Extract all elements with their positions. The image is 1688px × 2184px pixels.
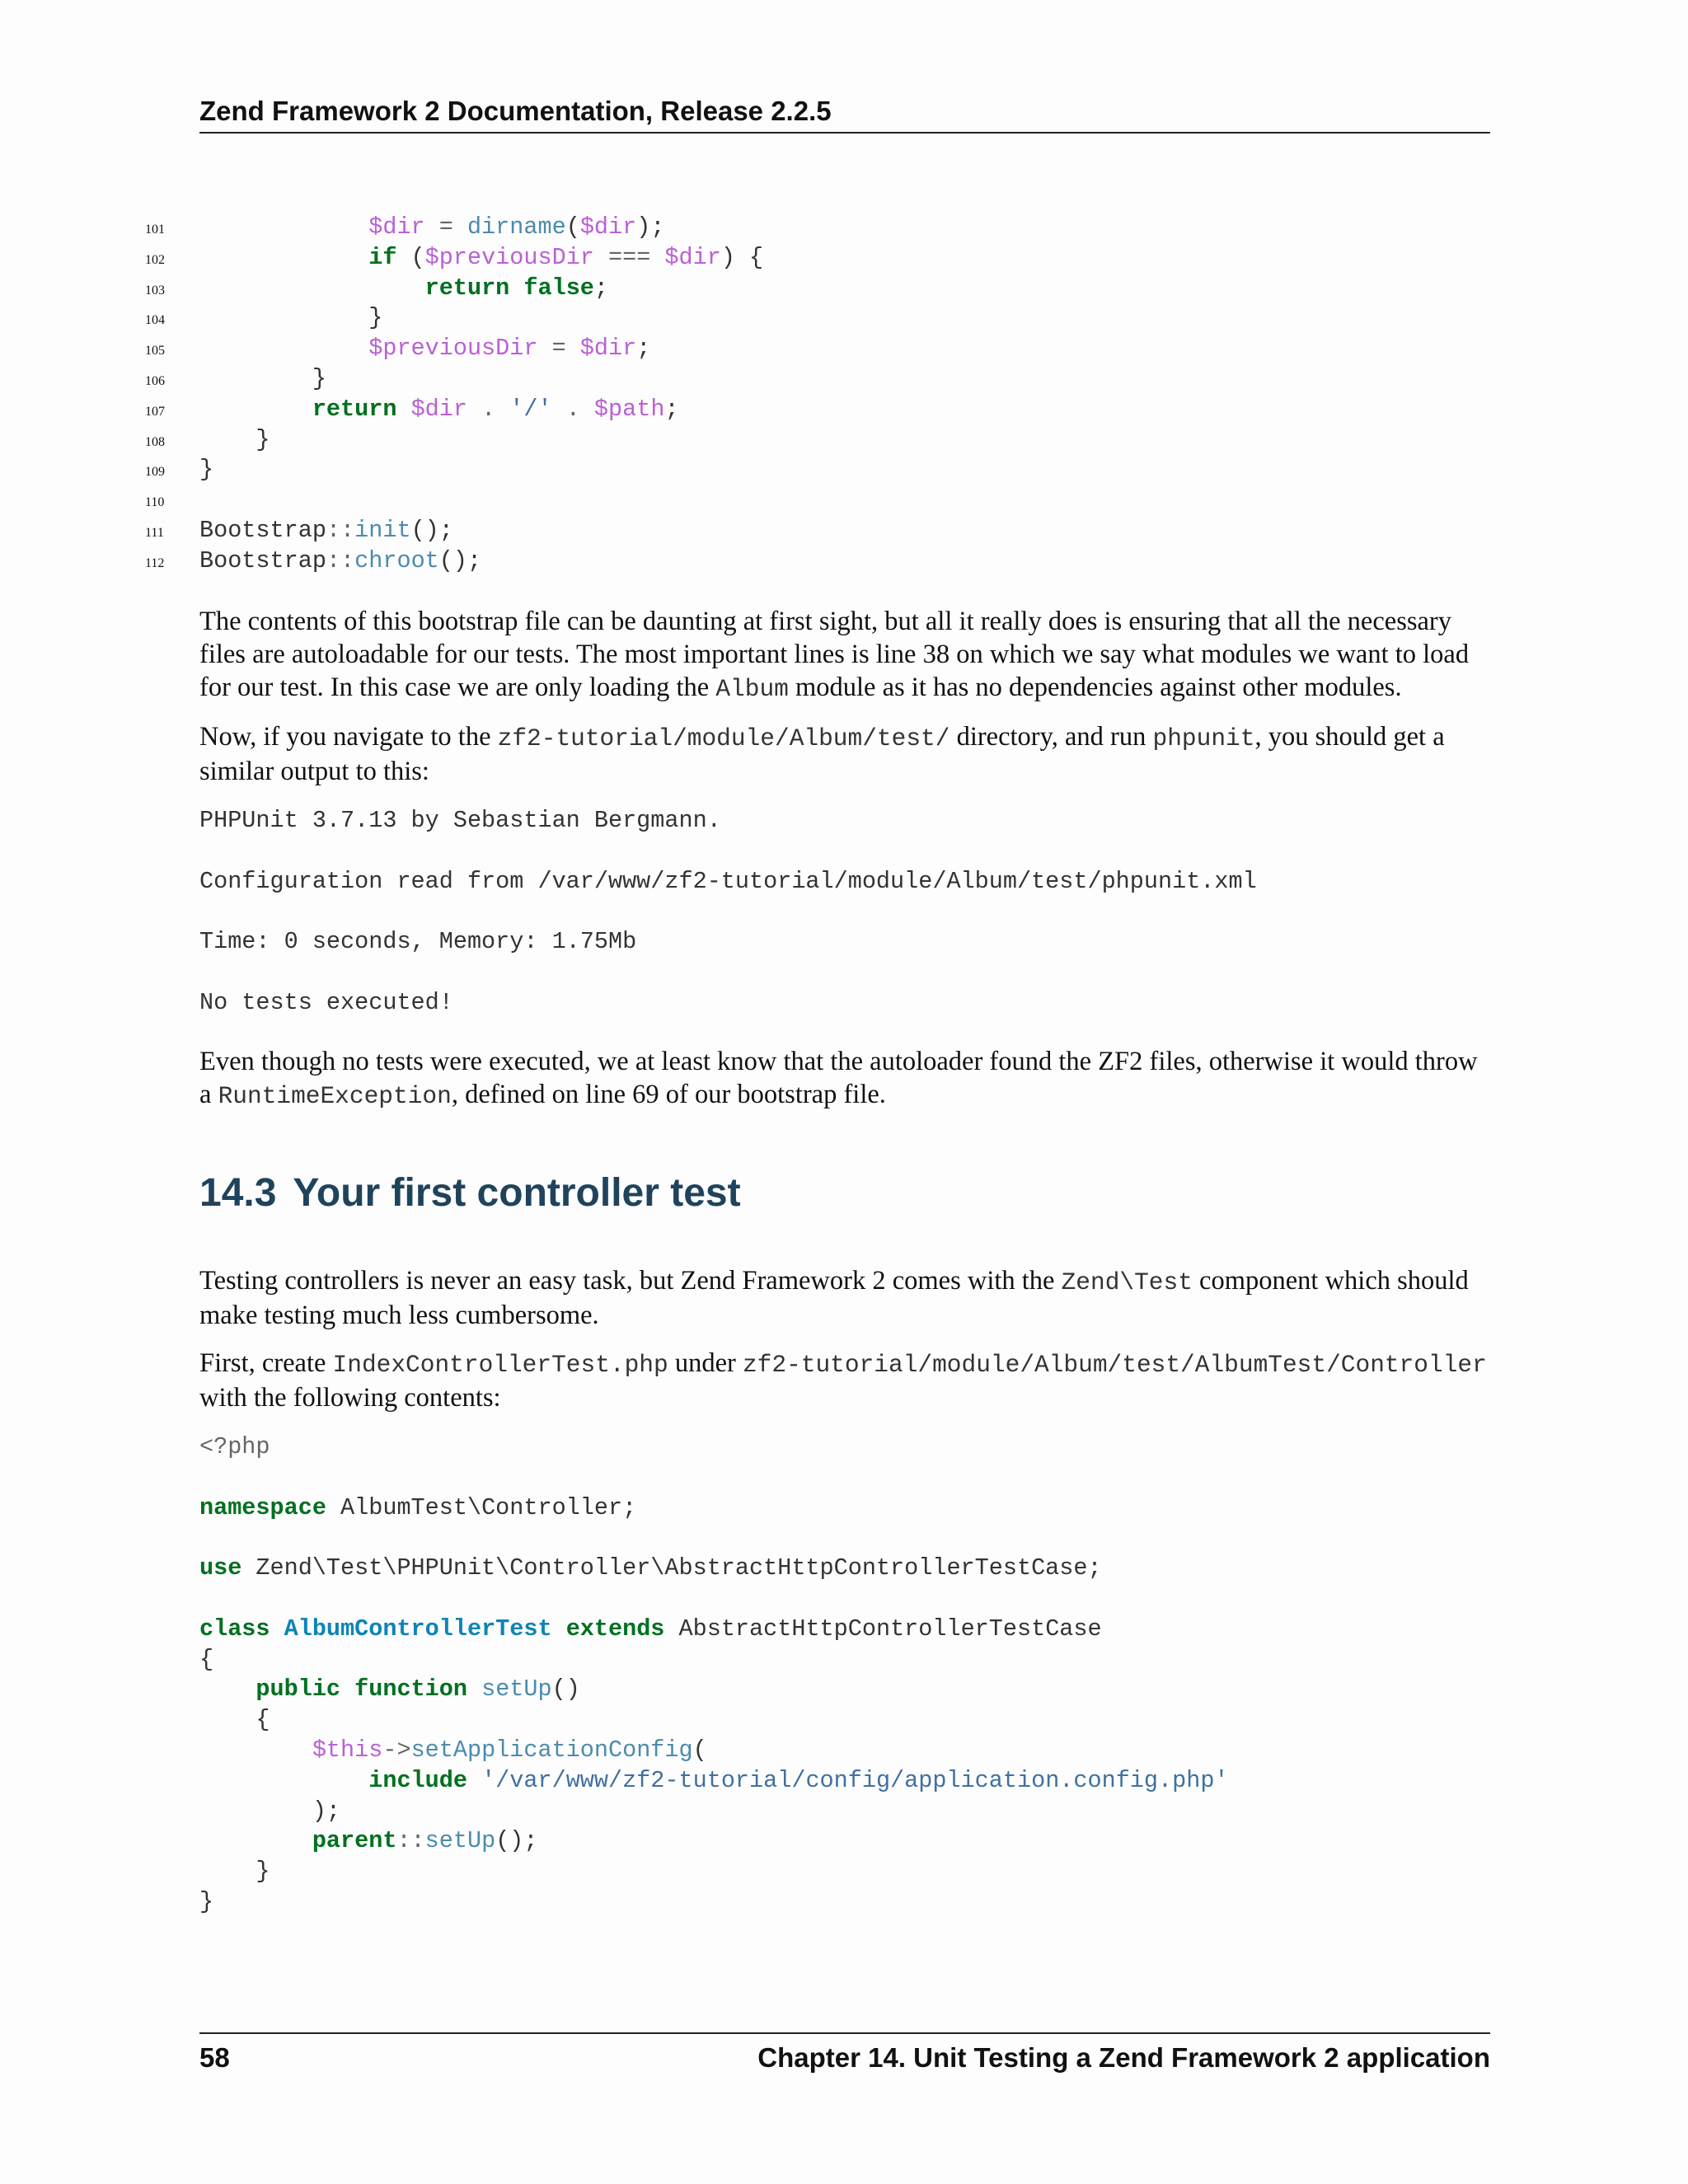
code-token: $dir bbox=[579, 213, 637, 241]
code-token: $this bbox=[312, 1736, 383, 1764]
code-line bbox=[0, 425, 1688, 456]
code-token: ( bbox=[692, 1736, 707, 1764]
inline-code: RuntimeException bbox=[218, 1082, 452, 1110]
chapter-title: Chapter 14. Unit Testing a Zend Framework 2 application bbox=[757, 2042, 1490, 2073]
code-token: namespace bbox=[199, 1493, 326, 1521]
text: under bbox=[668, 1348, 743, 1378]
code-line bbox=[199, 1493, 636, 1524]
code-token: <?php bbox=[199, 1433, 270, 1460]
code-line bbox=[0, 516, 1688, 546]
code-token: (); bbox=[495, 1827, 538, 1855]
code-listing bbox=[0, 213, 1688, 577]
page-number: 58 bbox=[199, 2042, 230, 2073]
text: The contents of this bootstrap file can be daunting at first sight, but all it really does is ensuring that all the necessary files are autoloadable for our tests. The most important lines is line 38 on which we say what modules we want to load for our test. In this case we are only loading the bbox=[199, 607, 1470, 702]
code-token bbox=[340, 1675, 354, 1703]
code-token bbox=[199, 396, 312, 423]
code-token: parent bbox=[312, 1827, 397, 1855]
code-line bbox=[199, 1645, 213, 1675]
code-token bbox=[199, 1767, 368, 1794]
code-token: setApplicationConfig bbox=[410, 1736, 693, 1764]
code-token: :: bbox=[396, 1827, 425, 1855]
code-token: use bbox=[199, 1554, 242, 1582]
text: Testing controllers is never an easy task, but Zend Framework 2 comes with the bbox=[199, 1266, 1062, 1296]
inline-code: zf2-tutorial/module/Album/test/ bbox=[497, 724, 950, 752]
line-number: 105 bbox=[145, 344, 165, 359]
output-line: No tests executed! bbox=[199, 988, 453, 1016]
code-token: AbstractHttpControllerTestCase bbox=[664, 1615, 1102, 1643]
code-token bbox=[199, 365, 312, 392]
code-line bbox=[199, 1797, 340, 1827]
code-token bbox=[509, 274, 523, 302]
code-line bbox=[0, 274, 1688, 304]
code-line bbox=[199, 1766, 1229, 1797]
code-token bbox=[199, 1827, 312, 1854]
code-line bbox=[199, 1887, 213, 1918]
code-line bbox=[0, 303, 1688, 334]
code-token: '/var/www/zf2-tutorial/config/application.config.php' bbox=[481, 1766, 1229, 1794]
text: , defined on line 69 of our bootstrap file. bbox=[451, 1080, 886, 1109]
code-token: AlbumTest\Controller; bbox=[326, 1493, 637, 1521]
paragraph-run-phpunit bbox=[199, 720, 1490, 788]
code-token: $dir bbox=[664, 243, 721, 271]
code-text bbox=[199, 516, 453, 546]
code-text bbox=[199, 243, 763, 274]
code-token: class bbox=[199, 1615, 270, 1643]
paragraph-testing-controllers bbox=[199, 1264, 1490, 1332]
code-text bbox=[199, 334, 650, 364]
code-token bbox=[467, 1675, 481, 1703]
code-token: { bbox=[256, 1706, 270, 1734]
code-token bbox=[199, 426, 256, 453]
code-token: include bbox=[368, 1766, 467, 1794]
code-token: -> bbox=[382, 1736, 411, 1764]
code-text bbox=[199, 455, 213, 485]
text: directory, and run bbox=[950, 722, 1153, 752]
inline-code: zf2-tutorial/module/Album/test/AlbumTest/Controller bbox=[742, 1351, 1487, 1379]
code-token: = bbox=[424, 213, 467, 241]
inline-code: phpunit bbox=[1152, 724, 1255, 752]
code-line bbox=[199, 1826, 538, 1857]
code-token: $previousDir bbox=[424, 243, 594, 271]
code-line bbox=[199, 1857, 270, 1887]
line-number: 112 bbox=[145, 555, 165, 570]
line-number: 108 bbox=[145, 434, 165, 449]
code-token: = bbox=[537, 335, 580, 363]
code-line bbox=[0, 546, 1688, 577]
code-token: function bbox=[354, 1675, 467, 1704]
code-token: dirname bbox=[467, 213, 566, 241]
paragraph-no-tests bbox=[199, 1045, 1490, 1113]
code-token: (); bbox=[438, 546, 482, 574]
code-line bbox=[0, 243, 1688, 274]
code-token: :: bbox=[326, 516, 355, 544]
code-token: { bbox=[199, 1645, 214, 1673]
code-line bbox=[0, 395, 1688, 425]
code-token: } bbox=[199, 1888, 214, 1915]
code-token: return bbox=[312, 395, 397, 423]
code-token: $dir bbox=[410, 395, 467, 423]
text: Even though no tests were executed, we at least know that the autoloader found the ZF2 files, otherwise it would throw a bbox=[199, 1047, 1478, 1109]
code-token: extends bbox=[565, 1615, 665, 1643]
code-text bbox=[199, 395, 679, 425]
code-token: } bbox=[199, 456, 214, 484]
code-token: $path bbox=[593, 395, 665, 423]
code-token: setUp bbox=[481, 1675, 552, 1704]
line-number: 110 bbox=[145, 495, 165, 510]
code-token bbox=[199, 1858, 256, 1885]
code-token: ) { bbox=[720, 243, 764, 271]
text: Now, if you navigate to the bbox=[199, 722, 498, 752]
text: module as it has no dependencies against other modules. bbox=[788, 673, 1402, 702]
line-number: 103 bbox=[145, 283, 165, 298]
inline-code: IndexControllerTest.php bbox=[332, 1351, 668, 1379]
code-token: ; bbox=[636, 335, 651, 363]
running-header: Zend Framework 2 Documentation, Release 2.2.5 bbox=[199, 92, 1490, 134]
code-token: ); bbox=[312, 1797, 341, 1825]
code-token bbox=[199, 1675, 256, 1703]
code-token: ( bbox=[396, 243, 425, 271]
code-token: } bbox=[256, 425, 270, 453]
line-number: 106 bbox=[145, 373, 165, 388]
code-token: init bbox=[354, 516, 411, 544]
code-token bbox=[467, 1767, 481, 1794]
code-line bbox=[199, 1432, 270, 1463]
code-line bbox=[199, 1705, 270, 1736]
code-token: $previousDir bbox=[368, 335, 538, 363]
code-token: (); bbox=[410, 516, 453, 544]
line-number: 101 bbox=[145, 223, 165, 237]
code-token bbox=[199, 244, 368, 271]
line-number: 102 bbox=[145, 252, 165, 267]
code-token: ); bbox=[636, 213, 665, 241]
code-text bbox=[199, 303, 382, 334]
code-token: $dir bbox=[368, 213, 425, 241]
code-token: ( bbox=[565, 213, 580, 241]
code-token: () bbox=[551, 1675, 580, 1704]
inline-code: Zend\Test bbox=[1061, 1268, 1193, 1296]
code-token: :: bbox=[326, 546, 355, 574]
code-token bbox=[199, 1706, 256, 1733]
code-line bbox=[0, 334, 1688, 364]
code-token: ; bbox=[593, 274, 609, 302]
text: with the following contents: bbox=[199, 1383, 501, 1413]
code-token: '/' bbox=[509, 395, 552, 423]
code-line bbox=[199, 1675, 580, 1705]
code-token: . bbox=[551, 395, 594, 423]
code-token: return bbox=[424, 274, 510, 302]
code-token: } bbox=[368, 304, 383, 332]
text: , you should get a similar output to this: bbox=[199, 722, 1445, 786]
code-text bbox=[199, 425, 270, 456]
code-text bbox=[199, 364, 326, 395]
code-line bbox=[199, 1554, 1102, 1584]
code-token: $dir bbox=[579, 335, 637, 363]
code-token: Bootstrap bbox=[199, 546, 326, 574]
code-text bbox=[199, 213, 664, 243]
code-line bbox=[199, 1615, 1102, 1645]
code-token bbox=[552, 1615, 566, 1643]
code-token: } bbox=[312, 364, 326, 392]
code-token: === bbox=[593, 243, 665, 271]
code-token bbox=[270, 1615, 284, 1643]
line-number: 104 bbox=[145, 313, 165, 328]
code-token bbox=[199, 335, 368, 362]
code-token: AlbumControllerTest bbox=[284, 1615, 552, 1643]
code-token: false bbox=[523, 274, 594, 302]
code-token bbox=[199, 304, 368, 331]
code-line bbox=[0, 455, 1688, 485]
code-token: setUp bbox=[424, 1827, 496, 1855]
paragraph-create-test bbox=[199, 1347, 1683, 1414]
code-token bbox=[199, 1736, 312, 1764]
section-title: Your first controller test bbox=[293, 1171, 741, 1215]
code-line bbox=[199, 1736, 707, 1766]
running-footer bbox=[199, 2032, 1490, 2077]
output-line: Time: 0 seconds, Memory: 1.75Mb bbox=[199, 928, 637, 956]
paragraph-bootstrap-explanation bbox=[199, 605, 1490, 705]
code-text bbox=[199, 274, 608, 304]
output-line: PHPUnit 3.7.13 by Sebastian Bergmann. bbox=[199, 807, 721, 834]
text: component which should make testing much less cumbersome. bbox=[199, 1266, 1469, 1330]
section-number: 14.3 bbox=[199, 1171, 277, 1215]
code-token: ; bbox=[664, 395, 679, 423]
code-token: Zend\Test\PHPUnit\Controller\AbstractHttpControllerTestCase; bbox=[241, 1554, 1102, 1582]
code-token bbox=[199, 1797, 312, 1825]
code-line bbox=[0, 364, 1688, 395]
line-number: 109 bbox=[145, 465, 165, 480]
code-token: } bbox=[256, 1858, 270, 1886]
code-token bbox=[199, 274, 425, 302]
code-token bbox=[199, 213, 368, 241]
text: First, create bbox=[199, 1348, 333, 1378]
line-number: 107 bbox=[145, 404, 165, 419]
line-number: 111 bbox=[145, 525, 164, 540]
code-token: . bbox=[467, 395, 510, 423]
code-text bbox=[199, 546, 481, 577]
code-token bbox=[396, 396, 410, 423]
inline-code: Album bbox=[715, 675, 789, 703]
code-line bbox=[0, 485, 1688, 516]
code-token: if bbox=[368, 243, 397, 271]
output-line: Configuration read from /var/www/zf2-tutorial/module/Album/test/phpunit.xml bbox=[199, 867, 1257, 895]
code-token: public bbox=[256, 1675, 341, 1704]
code-token: chroot bbox=[354, 546, 439, 574]
section-heading bbox=[199, 1169, 741, 1218]
code-line bbox=[0, 213, 1688, 243]
code-token: Bootstrap bbox=[199, 516, 326, 544]
